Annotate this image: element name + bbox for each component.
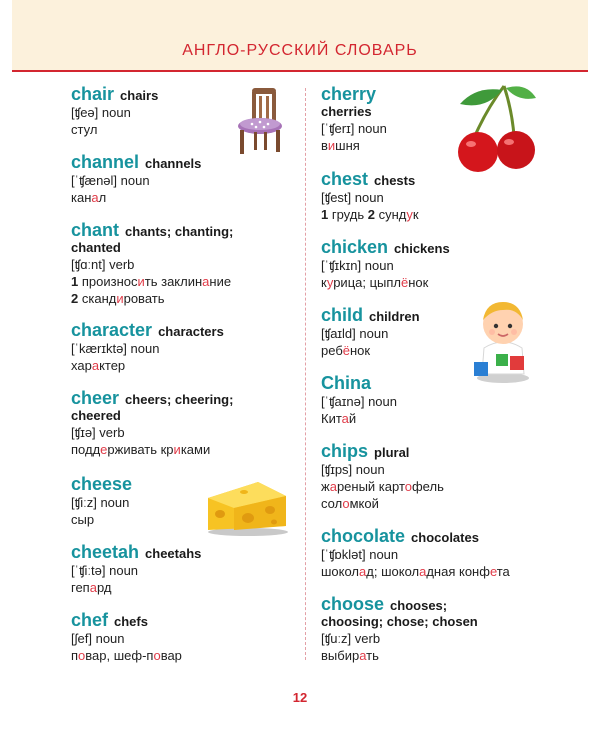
part-of-speech: noun xyxy=(120,173,150,188)
transcription: [ʧɪə] xyxy=(71,425,96,440)
translation-line xyxy=(71,273,301,290)
word-forms: plural xyxy=(374,445,410,460)
transcription-line xyxy=(321,630,579,647)
translation-text: фель xyxy=(411,479,444,494)
transcription: [ʧaɪld] xyxy=(321,326,356,341)
transcription: [ʧɪps] xyxy=(321,462,353,477)
translation-line xyxy=(321,563,579,580)
transcription-line xyxy=(321,325,579,342)
dictionary-entry-china xyxy=(321,373,579,427)
dictionary-entry-choose xyxy=(321,594,579,664)
headword: chicken xyxy=(321,237,389,257)
translation-text: кан xyxy=(71,190,92,205)
dictionary-entry-channel xyxy=(71,152,301,206)
word-forms: chocolates xyxy=(411,530,479,545)
translation-text: ками xyxy=(180,442,211,457)
page-header xyxy=(12,0,588,72)
transcription-line xyxy=(321,189,579,206)
word-forms: chickens xyxy=(394,241,450,256)
stressed-vowel: а xyxy=(91,358,100,373)
translation-line xyxy=(71,290,301,307)
part-of-speech: noun xyxy=(357,121,387,136)
stressed-vowel: о xyxy=(342,496,350,511)
transcription-line xyxy=(71,340,301,357)
headword: chest xyxy=(321,169,369,189)
translation-line xyxy=(321,647,579,664)
part-of-speech: noun xyxy=(109,563,139,578)
translation-text: нок xyxy=(350,343,371,358)
dictionary-entry-chest xyxy=(321,169,579,223)
stressed-vowel: о xyxy=(78,648,86,663)
translation-text: д; шокол xyxy=(366,564,420,579)
stressed-vowel: ё xyxy=(401,275,409,290)
translation-text: Кит xyxy=(321,411,342,426)
part-of-speech: noun xyxy=(355,462,385,477)
translation-text: мкой xyxy=(349,496,379,511)
transcription: [ˈʧerɪ] xyxy=(321,121,355,136)
stressed-vowel: а xyxy=(329,479,337,494)
translation-text: й xyxy=(348,411,357,426)
translation-text: геп xyxy=(71,580,90,595)
word-forms-continued: cherries xyxy=(321,104,372,119)
stressed-vowel: е xyxy=(489,564,497,579)
part-of-speech: verb xyxy=(109,257,135,272)
page-number: 12 xyxy=(292,690,308,705)
part-of-speech: noun xyxy=(369,547,399,562)
sense-number: 2 xyxy=(367,207,375,222)
transcription: [ʧeə] xyxy=(71,105,99,120)
word-forms: chants; chanting; xyxy=(125,224,234,239)
word-forms: children xyxy=(369,309,420,324)
translation-text: реб xyxy=(321,343,343,358)
dictionary-entry-chef xyxy=(71,610,301,664)
word-forms: chairs xyxy=(120,88,159,103)
translation-text: вар xyxy=(160,648,182,663)
stressed-vowel: у xyxy=(406,207,413,222)
headword: cheetah xyxy=(71,542,140,562)
sense-number: 1 xyxy=(71,274,79,289)
translation-text: рживать кр xyxy=(107,442,174,457)
entry-headline xyxy=(71,542,301,562)
cherry-illustration xyxy=(446,80,542,176)
headword: chair xyxy=(71,84,115,104)
transcription: [ʧɑːnt] xyxy=(71,257,106,272)
entry-headline xyxy=(321,526,579,546)
entry-headline xyxy=(321,305,579,325)
stressed-vowel: у xyxy=(326,275,334,290)
translation-text: к xyxy=(412,207,419,222)
translation-text: стул xyxy=(71,122,98,137)
headword: chef xyxy=(71,610,109,630)
translation-text: шня xyxy=(335,138,360,153)
part-of-speech: noun xyxy=(354,190,384,205)
transcription: [ˈʧaɪnə] xyxy=(321,394,365,409)
stressed-vowel: о xyxy=(404,479,412,494)
cheese-illustration xyxy=(204,478,290,536)
translation-text: ть xyxy=(366,648,379,663)
column-divider xyxy=(305,88,306,660)
transcription-line xyxy=(71,256,301,273)
dictionary-entry-child xyxy=(321,305,579,359)
translation-text: сунд xyxy=(378,207,407,222)
transcription: [ˈʧɒklət] xyxy=(321,547,366,562)
part-of-speech: verb xyxy=(354,631,381,646)
transcription: [ʧuːz] xyxy=(321,631,352,646)
transcription-line xyxy=(321,461,579,478)
word-forms-continued: choosing; chose; chosen xyxy=(321,614,478,629)
stressed-vowel: а xyxy=(89,580,97,595)
translation-text: та xyxy=(496,564,510,579)
word-forms-continued: cheered xyxy=(71,408,121,423)
word-forms-continued: chanted xyxy=(71,240,121,255)
translation-line xyxy=(71,441,301,458)
dictionary-entry-cheetah xyxy=(71,542,301,596)
headword: chips xyxy=(321,441,369,461)
word-forms: cheetahs xyxy=(145,546,202,561)
transcription-line xyxy=(71,172,301,189)
entry-headline xyxy=(71,220,301,240)
transcription-line xyxy=(321,546,579,563)
entry-headline xyxy=(71,320,301,340)
translation-text: вар, шеф-п xyxy=(85,648,154,663)
stressed-vowel: ё xyxy=(342,343,350,358)
transcription-line xyxy=(321,257,579,274)
stressed-vowel: а xyxy=(202,274,210,289)
headword: character xyxy=(71,320,153,340)
transcription: [ʧiːz] xyxy=(71,495,97,510)
translation-line xyxy=(71,357,301,374)
translation-line xyxy=(71,647,301,664)
translation-line xyxy=(321,495,579,512)
stressed-vowel: а xyxy=(341,411,349,426)
part-of-speech: verb xyxy=(99,425,125,440)
part-of-speech: noun xyxy=(359,326,389,341)
dictionary-entry-chicken xyxy=(321,237,579,291)
translation-text: выбир xyxy=(321,648,360,663)
translation-text: сканд xyxy=(81,291,117,306)
headword: cheer xyxy=(71,388,120,408)
word-forms: chefs xyxy=(114,614,148,629)
word-forms: chooses; xyxy=(390,598,448,613)
page-title: АНГЛО-РУССКИЙ СЛОВАРЬ xyxy=(182,42,418,59)
entry-headline xyxy=(321,441,579,461)
transcription: [ʧest] xyxy=(321,190,352,205)
translation-text: рица; цыпл xyxy=(333,275,402,290)
translation-text: л xyxy=(98,190,107,205)
stressed-vowel: а xyxy=(419,564,427,579)
transcription-line xyxy=(71,562,301,579)
entry-headline xyxy=(321,237,579,257)
translation-text: хар xyxy=(71,358,92,373)
translation-text: произнос xyxy=(81,274,138,289)
headword: choose xyxy=(321,594,385,614)
part-of-speech: noun xyxy=(100,495,130,510)
word-forms: characters xyxy=(158,324,224,339)
dictionary-entry-character xyxy=(71,320,301,374)
translation-text: шокол xyxy=(321,564,360,579)
part-of-speech: noun xyxy=(368,394,397,409)
part-of-speech: noun xyxy=(101,105,131,120)
sense-number: 2 xyxy=(71,291,79,306)
translation-text: к xyxy=(321,275,327,290)
entry-headline xyxy=(321,373,579,393)
translation-text: рд xyxy=(96,580,112,595)
transcription: [ˈkærɪktə] xyxy=(71,341,127,356)
translation-text: нок xyxy=(408,275,429,290)
word-forms: chests xyxy=(374,173,416,188)
transcription-line xyxy=(321,393,579,410)
translation-line xyxy=(71,579,301,596)
translation-text: подд xyxy=(71,442,101,457)
headword: chant xyxy=(71,220,120,240)
translation-line xyxy=(321,410,579,427)
headword: channel xyxy=(71,152,140,172)
translation-text: ние xyxy=(209,274,232,289)
stressed-vowel: и xyxy=(327,138,336,153)
translation-text: дная конф xyxy=(426,564,490,579)
chair-illustration xyxy=(232,86,288,156)
translation-line xyxy=(321,274,579,291)
translation-text: грудь xyxy=(331,207,365,222)
transcription: [ʃef] xyxy=(71,631,92,646)
entry-headline xyxy=(71,388,301,408)
headword: China xyxy=(321,373,372,393)
translation-text: сыр xyxy=(71,512,95,527)
transcription-line xyxy=(71,424,301,441)
transcription-line xyxy=(71,630,301,647)
transcription: [ˈʧiːtə] xyxy=(71,563,106,578)
translation-line xyxy=(321,342,579,359)
stressed-vowel: и xyxy=(137,274,145,289)
stressed-vowel: о xyxy=(153,648,161,663)
stressed-vowel: а xyxy=(359,564,367,579)
word-forms: cheers; cheering; xyxy=(125,392,234,407)
translation-text: в xyxy=(321,138,328,153)
translation-text: п xyxy=(71,648,79,663)
translation-text: сол xyxy=(321,496,343,511)
translation-text: ктер xyxy=(99,358,126,373)
sense-number: 1 xyxy=(321,207,329,222)
transcription: [ˈʧænəl] xyxy=(71,173,118,188)
translation-line xyxy=(71,189,301,206)
translation-text: ж xyxy=(321,479,330,494)
part-of-speech: noun xyxy=(95,631,125,646)
entry-headline xyxy=(71,610,301,630)
translation-text: ровать xyxy=(123,291,165,306)
stressed-vowel: и xyxy=(116,291,124,306)
part-of-speech: noun xyxy=(364,258,394,273)
child-illustration xyxy=(470,296,536,384)
word-forms: channels xyxy=(145,156,202,171)
entry-headline xyxy=(321,594,579,614)
stressed-vowel: а xyxy=(91,190,99,205)
dictionary-entry-chocolate xyxy=(321,526,579,580)
dictionary-entry-chips xyxy=(321,441,579,512)
headword: cherry xyxy=(321,84,377,104)
transcription: [ˈʧɪkɪn] xyxy=(321,258,362,273)
stressed-vowel: е xyxy=(100,442,108,457)
stressed-vowel: а xyxy=(359,648,367,663)
stressed-vowel: и xyxy=(173,442,181,457)
part-of-speech: noun xyxy=(130,341,160,356)
translation-line xyxy=(321,206,579,223)
headword: cheese xyxy=(71,474,133,494)
headword: chocolate xyxy=(321,526,406,546)
translation-text: реный карт xyxy=(336,479,405,494)
dictionary-entry-cheer xyxy=(71,388,301,458)
dictionary-entry-chant xyxy=(71,220,301,307)
translation-text: ть заклин xyxy=(144,274,203,289)
headword: child xyxy=(321,305,364,325)
translation-line xyxy=(321,478,579,495)
